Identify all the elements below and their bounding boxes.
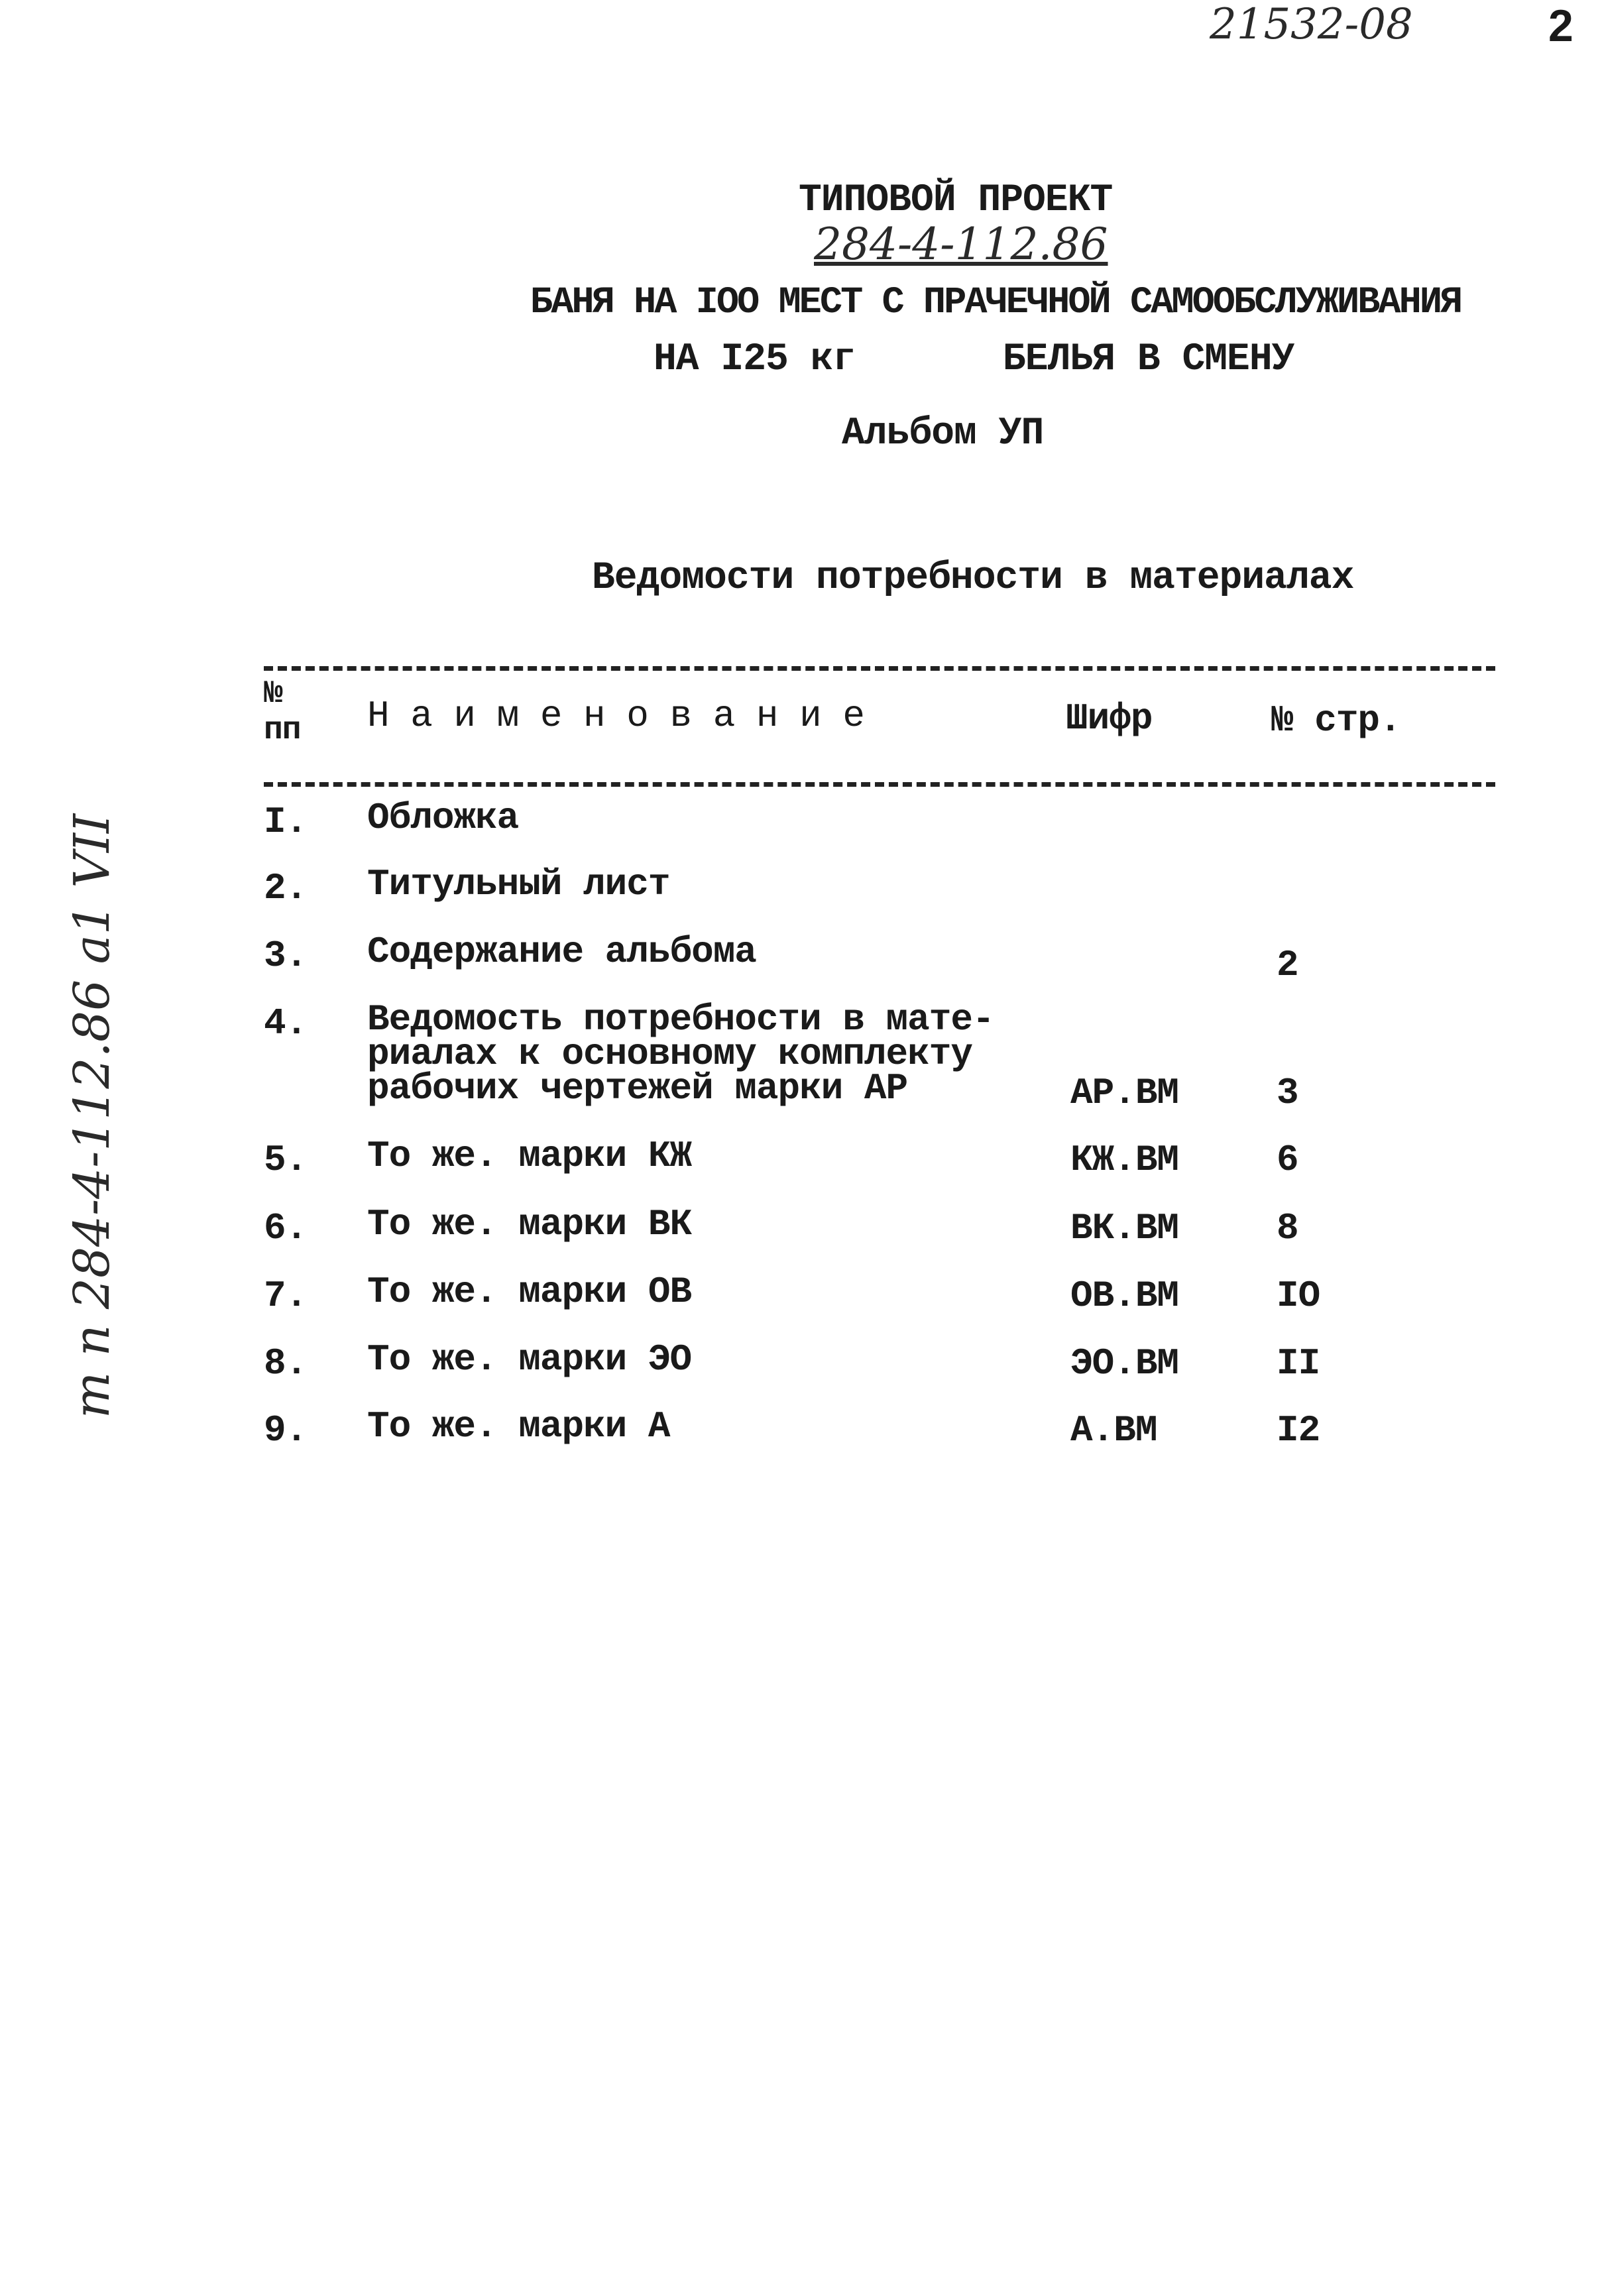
row-number: 7.	[264, 1275, 308, 1317]
row-code: ЭО.ВМ	[1070, 1342, 1179, 1385]
row-page: II	[1277, 1342, 1320, 1385]
col-header-page: № стр.	[1271, 699, 1401, 742]
col-header-num: пп	[264, 713, 301, 748]
row-page: 6	[1277, 1139, 1298, 1181]
capacity-right: БЕЛЬЯ В СМЕНУ	[1003, 338, 1294, 381]
row-name: То же. марки А	[367, 1405, 670, 1448]
album-label: Альбом УП	[842, 412, 1044, 455]
row-name: То же. марки ЭО	[367, 1338, 692, 1381]
table-row	[0, 1271, 1598, 1328]
row-number: 6.	[264, 1207, 308, 1249]
project-name: БАНЯ НА IOO МЕСТ С ПРАЧЕЧНОЙ САМООБСЛУЖИВАНИЯ	[530, 282, 1461, 324]
col-header-code: Шифр	[1066, 697, 1153, 740]
row-number: 4.	[264, 1002, 308, 1045]
row-number: 2.	[264, 867, 308, 909]
row-number: 8.	[264, 1342, 308, 1385]
row-code: ВК.ВМ	[1070, 1207, 1179, 1249]
row-name: То же. марки КЖ	[367, 1135, 692, 1177]
archive-number: 21532-08	[1210, 0, 1413, 49]
table-row	[0, 863, 1598, 920]
table-row	[0, 797, 1598, 854]
row-name: То же. марки ОВ	[367, 1271, 692, 1313]
row-name: Ведомость потребности в мате- риалах к основному комплекту рабочих чертежей марки АР	[367, 998, 994, 1110]
row-name: То же. марки ВК	[367, 1203, 692, 1245]
row-page: 3	[1277, 1072, 1298, 1114]
project-number: 284-4-112.86	[814, 219, 1108, 270]
col-header-num-symbol: №	[264, 676, 282, 712]
row-number: 9.	[264, 1409, 308, 1452]
table-row	[0, 931, 1598, 988]
row-number: 3.	[264, 935, 308, 977]
row-code: ОВ.ВМ	[1070, 1275, 1179, 1317]
doc-type-title: ТИПОВОЙ ПРОЕКТ	[799, 179, 1113, 222]
table-row	[0, 1135, 1598, 1192]
row-name: Обложка	[367, 797, 519, 839]
table-top-rule	[264, 666, 1495, 671]
capacity-left: НА I25 кг	[654, 338, 856, 381]
row-number: I.	[264, 801, 308, 843]
margin-handwritten-note: т п 284-4-112.86 а1 VII	[64, 813, 121, 1418]
table-header-rule	[264, 782, 1495, 787]
row-number: 5.	[264, 1139, 308, 1181]
row-code: АР.ВМ	[1070, 1072, 1179, 1114]
table-row	[0, 998, 1598, 1115]
row-name: Содержание альбома	[367, 931, 756, 973]
document-subtitle: Ведомости потребности в материалах	[592, 557, 1354, 600]
table-row	[0, 1203, 1598, 1260]
row-code: А.ВМ	[1070, 1409, 1157, 1452]
page-number: 2	[1548, 1, 1573, 51]
row-name: Титульный лист	[367, 863, 670, 905]
row-page: 8	[1277, 1207, 1298, 1249]
row-page: I2	[1277, 1409, 1320, 1452]
table-row	[0, 1338, 1598, 1395]
col-header-name: Н а и м е н о в а н и е	[367, 695, 864, 737]
row-page: IO	[1277, 1275, 1320, 1317]
row-page: 2	[1277, 944, 1298, 986]
row-code: КЖ.ВМ	[1070, 1139, 1179, 1181]
table-row	[0, 1405, 1598, 1462]
